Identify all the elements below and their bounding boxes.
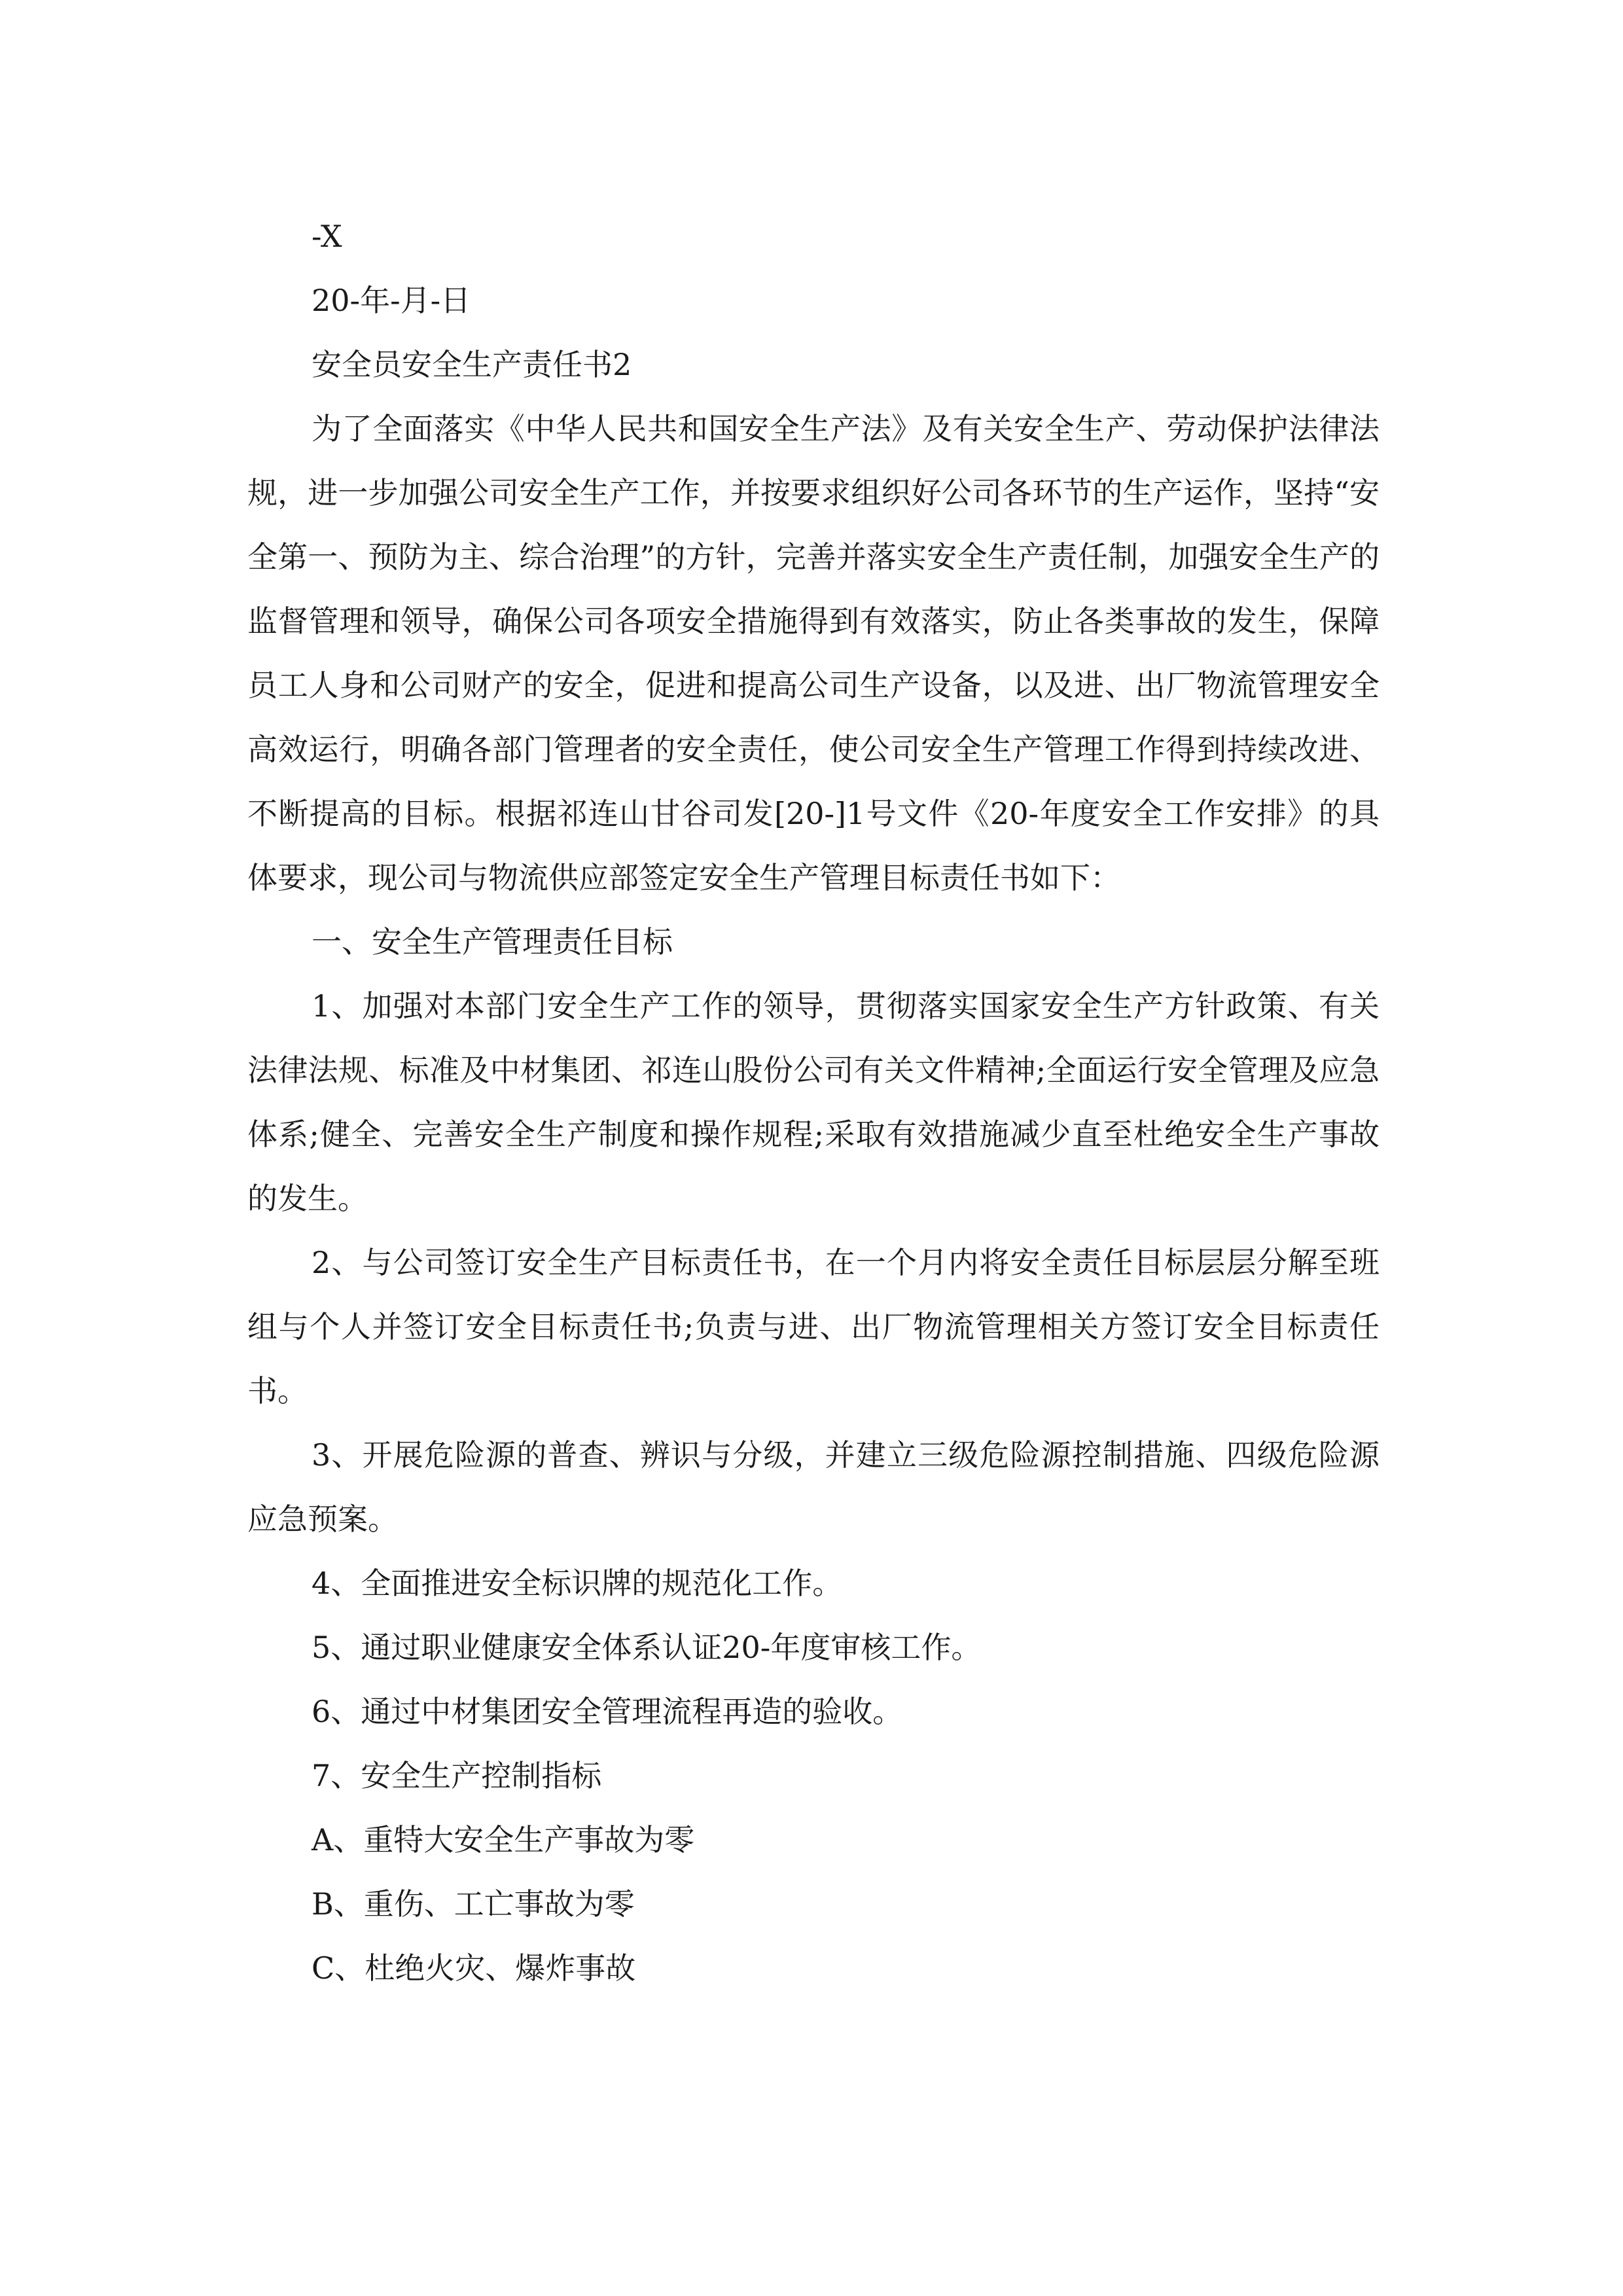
intro-paragraph: 为了全面落实《中华人民共和国安全生产法》及有关安全生产、劳动保护法律法规，进一步加强公司安全生产工作，并按要求组织好公司各环节的生产运作，坚持“安全第一、预防为主、综合治理”的方针，完善并落实安全生产责任制，加强安全生产的监督管理和领导，确保公司各项安全措施得到有效落实，防止各类事故的发生，保障员工人身和公司财产的安全，促进和提高公司生产设备，以及进、出厂物流管理安全高效运行，明确各部门管理者的安全责任，使公司安全生产管理工作得到持续改进、不断提高的目标。根据祁连山甘谷司发[20-]1号文件《20-年度安全工作安排》的具体要求，现公司与物流供应部签定安全生产管理目标责任书如下：: [247, 411, 1380, 895]
sub-list-item: B、重伤、工亡事故为零: [312, 1886, 635, 1922]
document-title: 安全员安全生产责任书2: [312, 347, 632, 382]
list-item: 7、安全生产控制指标: [312, 1758, 602, 1793]
document-body: [247, 204, 1380, 2000]
sub-list-item: A、重特大安全生产事故为零: [312, 1822, 695, 1857]
signature-line: -X: [312, 219, 342, 254]
section-heading: 一、安全生产管理责任目标: [312, 924, 673, 960]
list-item: 1、加强对本部门安全生产工作的领导，贯彻落实国家安全生产方针政策、有关法律法规、标准及中材集团、祁连山股份公司有关文件精神;全面运行安全管理及应急体系;健全、完善安全生产制度和操作规程;采取有效措施减少直至杜绝安全生产事故的发生。: [247, 988, 1380, 1216]
date-line: 20-年-月-日: [312, 283, 471, 318]
list-item: 6、通过中材集团安全管理流程再造的验收。: [312, 1694, 903, 1729]
list-item: 5、通过职业健康安全体系认证20-年度审核工作。: [312, 1630, 982, 1665]
list-item: 2、与公司签订安全生产目标责任书，在一个月内将安全责任目标层层分解至班组与个人并签订安全目标责任书;负责与进、出厂物流管理相关方签订安全目标责任书。: [247, 1245, 1380, 1408]
list-item: 3、开展危险源的普查、辨识与分级，并建立三级危险源控制措施、四级危险源应急预案。: [247, 1437, 1380, 1537]
list-item: 4、全面推进安全标识牌的规范化工作。: [312, 1566, 843, 1601]
sub-list-item: C、杜绝火灾、爆炸事故: [312, 1950, 636, 1986]
